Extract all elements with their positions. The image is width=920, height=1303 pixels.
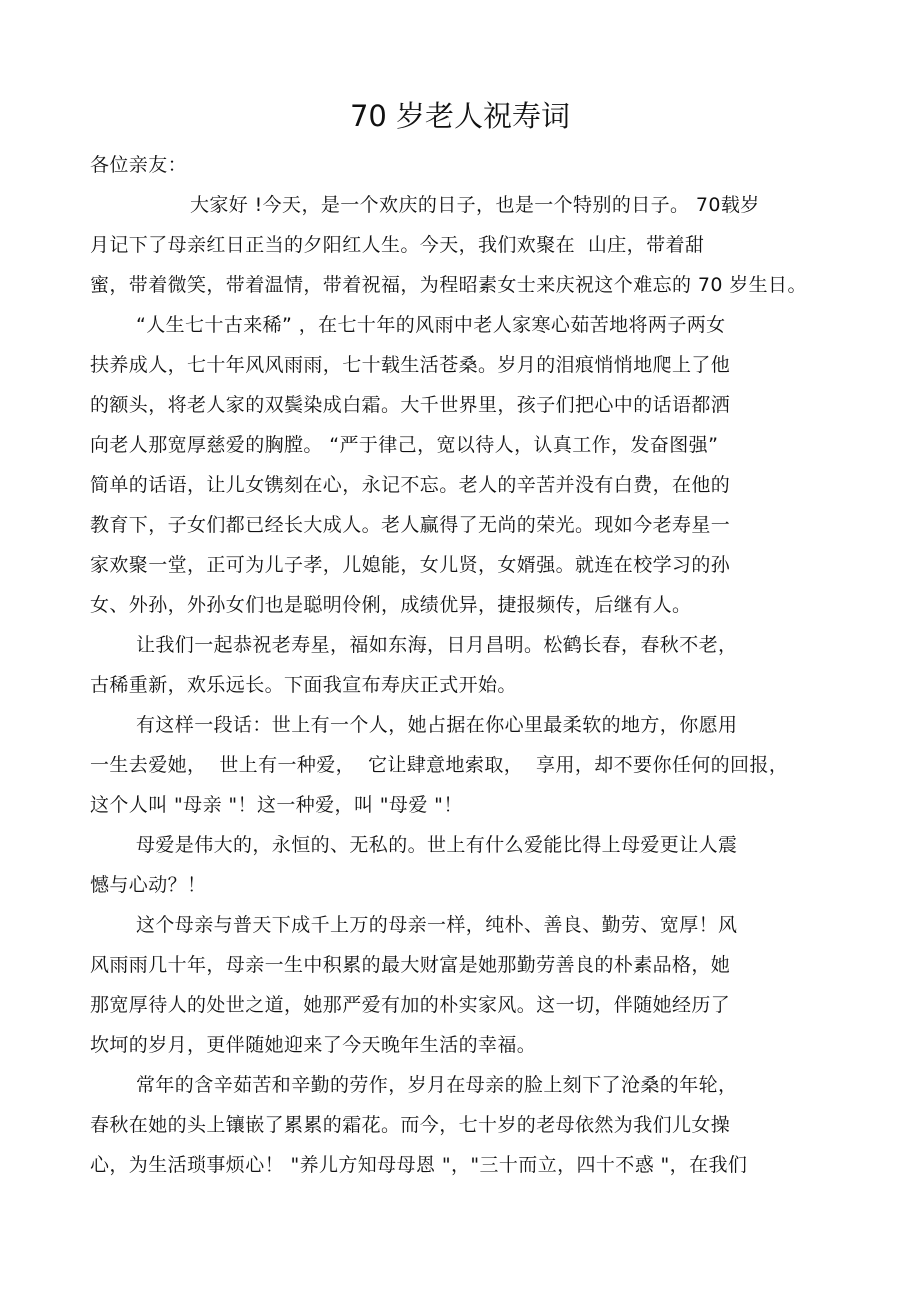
paragraph-line: 大家好 !今天，是一个欢庆的日子，也是一个特别的日子。 70载岁 (190, 194, 760, 216)
paragraph-line: 憾与心动？！ (90, 874, 207, 896)
paragraph-line: 心，为生活琐事烦心！ "养儿方知母母恩 "，"三十而立，四十不惑 "，在我们 (90, 1154, 748, 1176)
paragraph-line: 扶养成人，七十年风风雨雨，七十载生活苍桑。岁月的泪痕悄悄地爬上了他 (90, 354, 731, 376)
document-title: 70 岁老人祝寿词 (349, 99, 571, 133)
paragraph-line: 的额头，将老人家的双鬓染成白霜。大千世界里，孩子们把心中的话语都洒 (90, 394, 731, 416)
paragraph-line: 向老人那宽厚慈爱的胸膛。 “严于律己，宽以待人，认真工作，发奋图强” (90, 434, 719, 456)
paragraph-line: 常年的含辛茹苦和辛勤的劳作，岁月在母亲的脸上刻下了沧桑的年轮， (136, 1074, 738, 1096)
paragraph-line: 母爱是伟大的，永恒的、无私的。世上有什么爱能比得上母爱更让人震 (136, 834, 738, 856)
paragraph-line: 教育下，子女们都已经长大成人。老人赢得了无尚的荣光。现如今老寿星一 (90, 514, 731, 536)
salutation-line: 各位亲友： (90, 154, 188, 176)
paragraph-line: 春秋在她的头上镶嵌了累累的霜花。而今，七十岁的老母依然为我们儿女操 (90, 1114, 731, 1136)
paragraph-line: 女、外孙，外孙女们也是聪明伶俐，成绩优异，捷报频传，后继有人。 (90, 594, 692, 616)
paragraph-line: 这个人叫 "母亲 "！这一种爱，叫 "母爱 "！ (90, 794, 463, 816)
paragraph-line: 简单的话语，让儿女镌刻在心，永记不忘。老人的辛苦并没有白费，在他的 (90, 474, 731, 496)
paragraph-line: 这个母亲与普天下成千上万的母亲一样，纯朴、善良、勤劳、宽厚！风 (136, 914, 738, 936)
paragraph-line: “人生七十古来稀” ，在七十年的风雨中老人家寒心茹苦地将两子两女 (136, 314, 726, 336)
paragraph-line: 让我们一起恭祝老寿星，福如东海，日月昌明。松鹤长春，春秋不老， (136, 634, 738, 656)
paragraph-line: 有这样一段话：世上有一个人，她占据在你心里最柔软的地方，你愿用 (136, 714, 738, 736)
paragraph-line: 古稀重新，欢乐远长。下面我宣布寿庆正式开始。 (90, 674, 517, 696)
paragraph-line: 蜜，带着微笑，带着温情，带着祝福，为程昭素女士来庆祝这个难忘的 70 岁生日。 (90, 274, 807, 296)
paragraph-line: 月记下了母亲红日正当的夕阳红人生。今天，我们欢聚在 山庄，带着甜 (90, 234, 705, 256)
paragraph-line: 一生去爱她， 世上有一种爱， 它让肆意地索取， 享用，却不要你任何的回报， (90, 754, 789, 776)
paragraph-line: 那宽厚待人的处世之道，她那严爱有加的朴实家风。这一切，伴随她经历了 (90, 994, 731, 1016)
paragraph-line: 风雨雨几十年，母亲一生中积累的最大财富是她那勤劳善良的朴素品格，她 (90, 954, 731, 976)
paragraph-line: 家欢聚一堂，正可为儿子孝，儿媳能，女儿贤，女婿强。就连在校学习的孙 (90, 554, 731, 576)
paragraph-line: 坎坷的岁月，更伴随她迎来了今天晚年生活的幸福。 (90, 1034, 537, 1056)
